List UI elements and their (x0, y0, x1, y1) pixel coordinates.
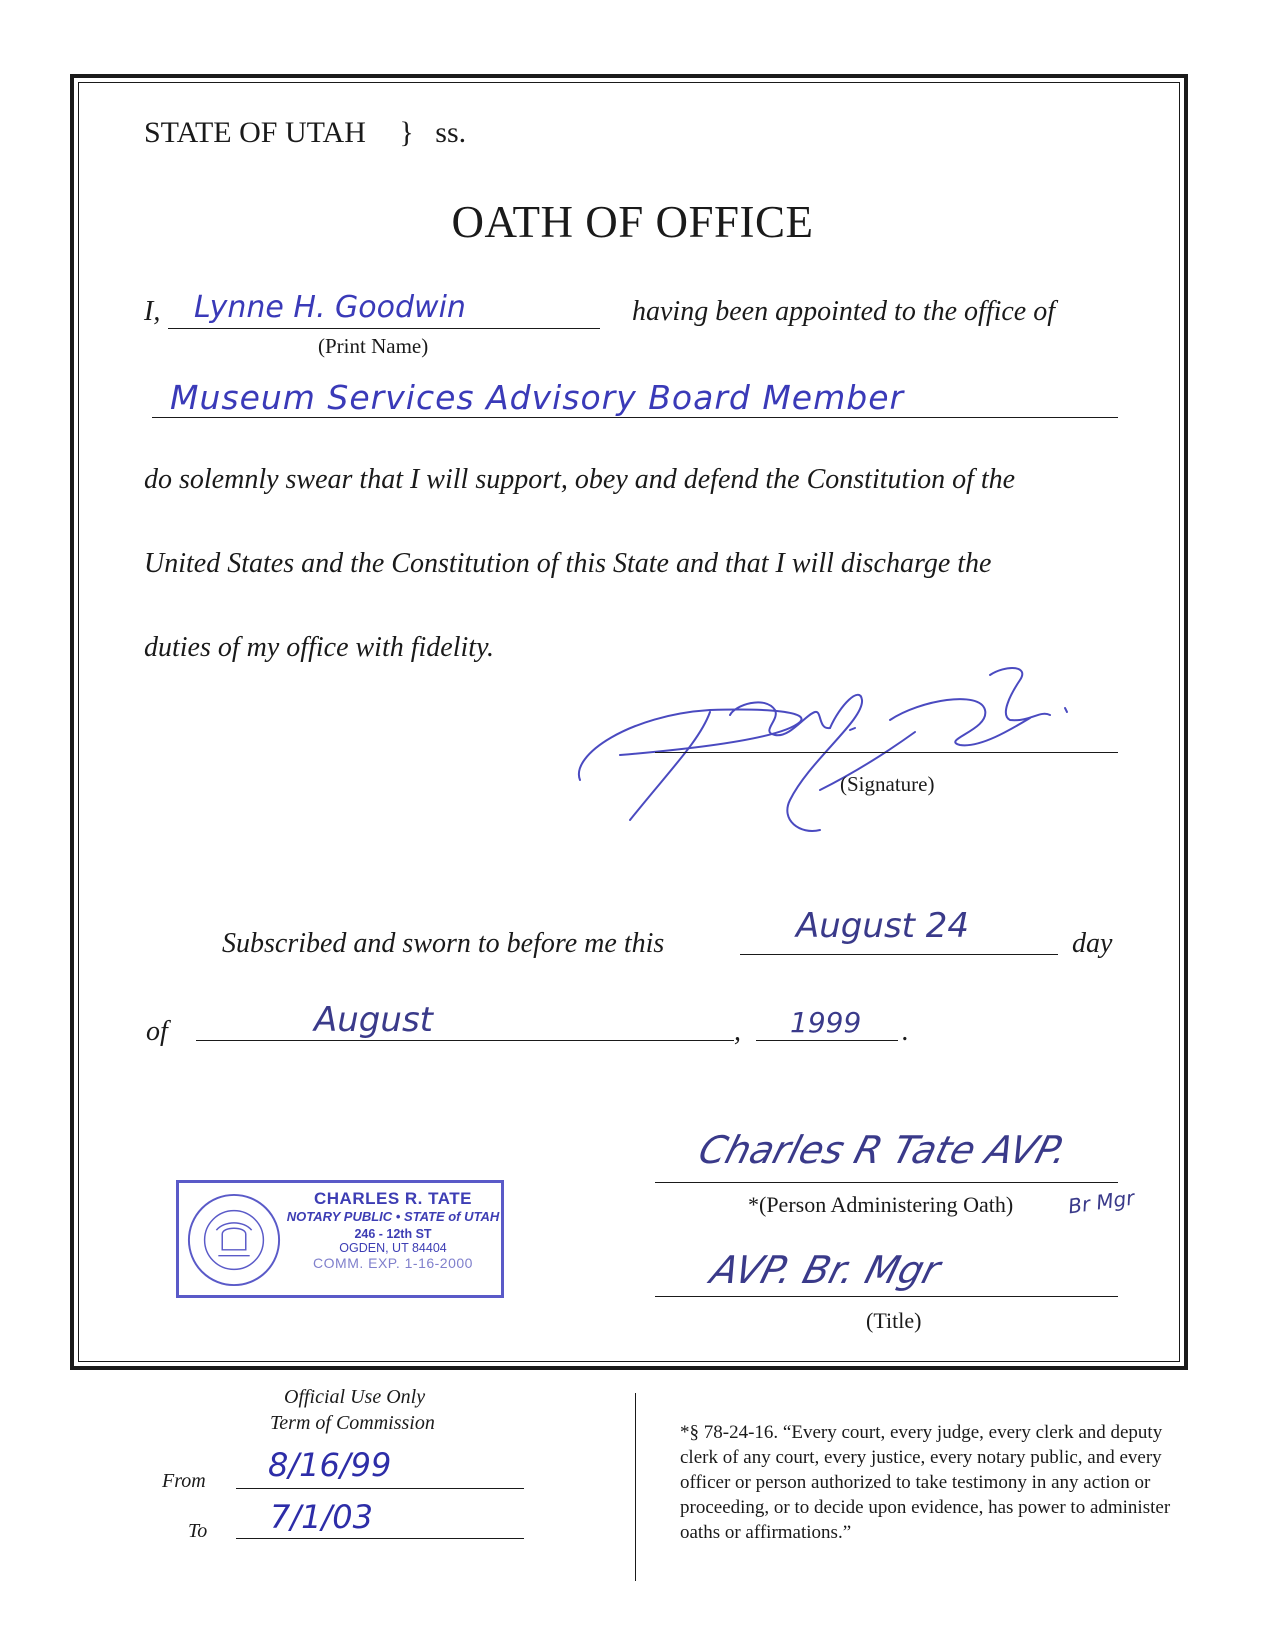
administrator-title: AVP. Br. Mgr (706, 1248, 945, 1292)
ss-label: ss. (435, 116, 467, 149)
official-use-heading: Official Use Only (284, 1386, 426, 1408)
of-label: of (146, 1016, 168, 1047)
stamp-text-block (285, 1189, 501, 1271)
print-name-caption: (Print Name) (318, 334, 429, 358)
administrator-signature: Charles R Tate AVP. (694, 1128, 1073, 1172)
day-value: August 24 (796, 906, 970, 946)
stamp-expiry: COMM. EXP. 1-16-2000 (313, 1255, 473, 1271)
administrator-caption: *(Person Administering Oath) (748, 1192, 1014, 1217)
to-label: To (188, 1520, 208, 1542)
term-heading: Term of Commission (270, 1412, 435, 1434)
document-title: OATH OF OFFICE (451, 197, 814, 247)
statute-text: *§ 78-24-16. “Every court, every judge, every clerk and deputy clerk of any court, every justice, every notary public, and every officer or person authorized to take testimony in any action or proceeding, or to decide upon evidence, has power to administer oaths or affirmations.” (680, 1422, 1171, 1543)
from-label: From (162, 1470, 206, 1492)
state-seal-icon (185, 1191, 283, 1289)
stamp-notary: NOTARY PUBLIC • STATE of UTAH (286, 1209, 500, 1224)
i-label: I, (144, 296, 161, 327)
office-name: Museum Services Advisory Board Member (170, 378, 905, 417)
administrator-note: Br Mgr (1066, 1185, 1136, 1219)
brace: } (399, 116, 414, 149)
printed-name: Lynne H. Goodwin (194, 290, 466, 325)
officer-signature (560, 660, 1120, 850)
day-label: day (1072, 928, 1113, 959)
subscribed-text: Subscribed and sworn to before me this (222, 928, 665, 959)
to-value: 7/1/03 (270, 1498, 373, 1536)
year-line (756, 1040, 898, 1041)
to-line (236, 1538, 524, 1539)
signature-caption: (Signature) (840, 772, 935, 796)
day-line (740, 954, 1058, 955)
from-line (236, 1488, 524, 1489)
appointed-text: having been appointed to the office of (632, 296, 1056, 327)
state-heading (144, 116, 466, 150)
month-value: August (314, 1000, 433, 1040)
stamp-city: OGDEN, UT 84404 (339, 1241, 447, 1255)
notary-stamp (176, 1180, 504, 1298)
oath-body-line-3: duties of my office with fidelity. (144, 632, 494, 663)
title-line (655, 1296, 1118, 1297)
oath-body-line-2: United States and the Constitution of this State and that I will discharge the (144, 548, 992, 579)
office-line (152, 417, 1118, 418)
name-line (168, 328, 600, 329)
title-caption: (Title) (866, 1308, 922, 1333)
footer-divider (635, 1393, 636, 1581)
year-value: 1999 (790, 1006, 862, 1039)
stamp-address: 246 - 12th ST (354, 1227, 432, 1241)
period: . (902, 1016, 909, 1047)
administrator-line (655, 1182, 1118, 1183)
from-value: 8/16/99 (268, 1446, 392, 1484)
comma: , (734, 1016, 741, 1047)
month-line (196, 1040, 734, 1041)
oath-body-line-1: do solemnly swear that I will support, obey and defend the Constitution of the (144, 464, 1016, 495)
state-name: STATE OF UTAH (144, 116, 366, 149)
stamp-name: CHARLES R. TATE (314, 1189, 472, 1208)
signature-line (655, 752, 1118, 753)
